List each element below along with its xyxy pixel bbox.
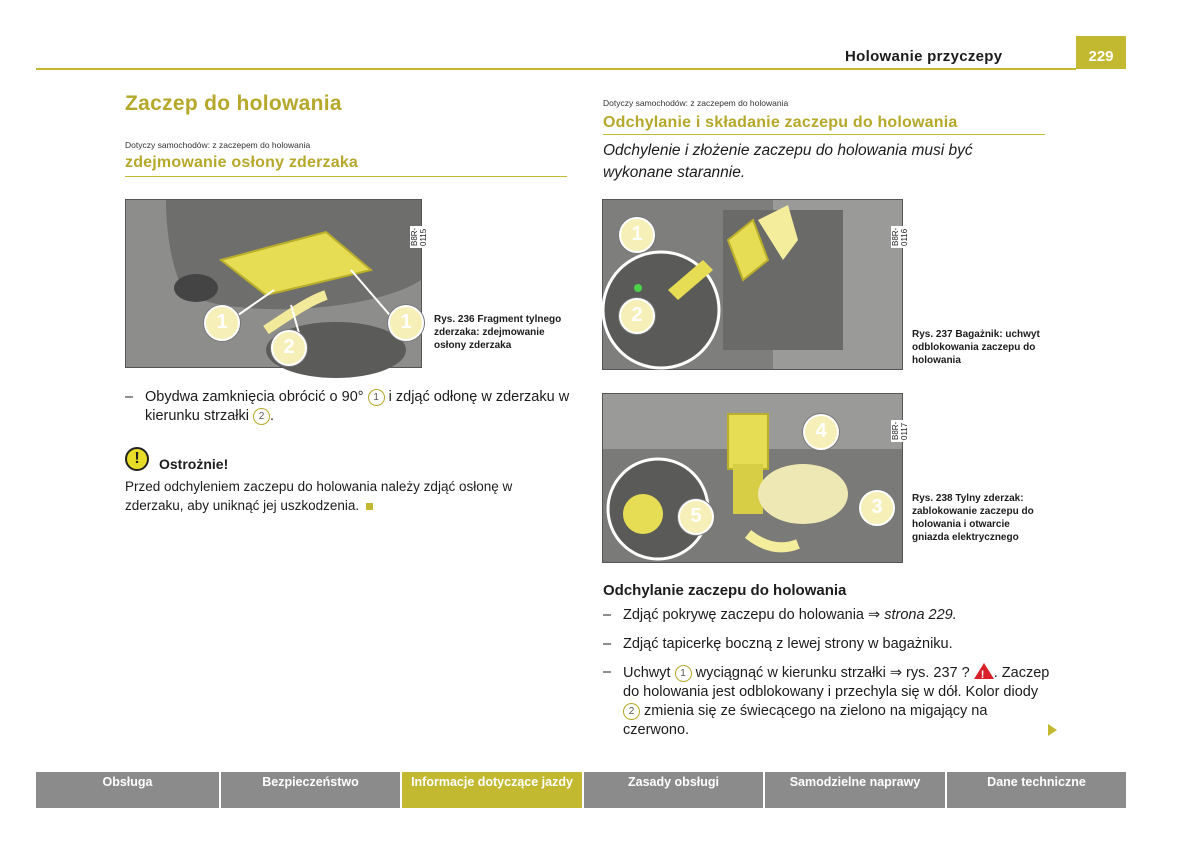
step-text-2: i zdjąć odłonę w zderzaku w kierunku strzałki (145, 389, 570, 424)
header-divider (36, 68, 1076, 70)
step-dash: – (603, 664, 612, 680)
step-remove-cover (125, 388, 575, 426)
ref-callout-2: 2 (623, 703, 640, 720)
step-text-end: . (269, 408, 275, 424)
callout-1: 1 (619, 217, 655, 253)
step-text-4: . Zaczep do holowania jest odblokowany i przechyla się w dół. Kolor diody (623, 665, 1050, 700)
callout-1-left: 1 (204, 305, 240, 341)
step-text: Zdjąć pokrywę zaczepu do holowania ⇒ (623, 607, 881, 623)
intro-text: Odchylenie i złożenie zaczepu do holowania musi być wykonane starannie. (603, 142, 973, 181)
figure-trunk-handle (602, 199, 909, 370)
page-link[interactable]: strona 229. (884, 607, 957, 623)
figure-code: B8R-0117 (891, 421, 909, 440)
figure-236-caption: Rys. 236 Fragment tylnego zderzaka: zdejmowanie osłony zderzaka (434, 314, 562, 351)
step-text-3: ? (961, 665, 970, 681)
step-text-2[interactable]: wyciągnąć w kierunku strzałki ⇒ rys. 237 (695, 665, 958, 681)
applies-to-note-right: Dotyczy samochodów: z zaczepem do holowania (603, 98, 789, 108)
callout-4: 4 (803, 414, 839, 450)
step-dash: – (603, 636, 612, 652)
step-text-5: zmienia się ze świecącego na zielono na migający na czerwono. (623, 703, 988, 738)
figure-code: B8R-0116 (891, 227, 909, 246)
ref-callout-2: 2 (253, 408, 270, 425)
step-item (603, 663, 1053, 740)
step-text: Zdjąć tapicerkę boczną z lewej strony w bagażniku. (623, 636, 953, 652)
ref-callout-1: 1 (368, 389, 385, 406)
ref-callout-1: 1 (675, 665, 692, 682)
right-title: Odchylanie i składanie zaczepu do holowania (603, 114, 958, 131)
nav-tab-obsluga[interactable]: Obsługa (36, 772, 219, 808)
applies-to-note: Dotyczy samochodów: z zaczepem do holowania (125, 140, 311, 150)
warning-icon (974, 663, 994, 679)
callout-2: 2 (619, 298, 655, 334)
figure-tow-hook (602, 393, 909, 563)
step-item (603, 635, 1053, 654)
figure-238-caption: Rys. 238 Tylny zderzak: zablokowanie zaczepu do holowania i otwarcie gniazda elektrycznego (912, 493, 1034, 543)
continue-arrow-icon[interactable] (1048, 724, 1057, 736)
caution-icon: ! (125, 447, 149, 471)
subtitle-rule (125, 176, 567, 177)
step-dash: – (603, 607, 612, 623)
nav-tab-zasady-obslugi[interactable]: Zasady obsługi (584, 772, 763, 808)
section-title: Holowanie przyczepy (845, 48, 1003, 65)
callout-3: 3 (859, 490, 895, 526)
caution-text: Przed odchyleniem zaczepu do holowania należy zdjąć osłonę w zderzaku, aby uniknąć jej uszkodzenia. (125, 479, 513, 513)
nav-tab-informacje-jazdy[interactable]: Informacje dotyczące jazdy (402, 772, 582, 808)
nav-tab-bezpieczenstwo[interactable]: Bezpieczeństwo (221, 772, 400, 808)
page-title: Zaczep do holowania (125, 92, 342, 115)
step-text-1: Uchwyt (623, 665, 671, 681)
figure-bumper-cover (125, 199, 428, 368)
caution-title: Ostrożnie! (159, 456, 229, 472)
step-item (603, 606, 1053, 625)
section-subtitle: zdejmowanie osłony zderzaka (125, 154, 359, 171)
callout-2: 2 (271, 330, 307, 366)
callout-5: 5 (678, 499, 714, 535)
warning-icon-glyph: ! (980, 669, 985, 681)
step-dash: – (125, 389, 134, 405)
caution-text-block (125, 477, 555, 515)
nav-tab-samodzielne-naprawy[interactable]: Samodzielne naprawy (765, 772, 945, 808)
callout-1-right: 1 (388, 305, 424, 341)
nav-tab-dane-techniczne[interactable]: Dane techniczne (947, 772, 1126, 808)
tow-hook-illustration (603, 394, 902, 562)
figure-code: B8R-0115 (410, 227, 428, 246)
step-text-1: Obydwa zamknięcia obrócić o 90° (145, 389, 364, 405)
right-title-rule (603, 134, 1045, 135)
figure-237-caption: Rys. 237 Bagażnik: uchwyt odblokowania zaczepu do holowania (912, 329, 1040, 366)
end-marker-icon (366, 503, 373, 510)
page-number: 229 (1076, 36, 1126, 69)
subheading: Odchylanie zaczepu do holowania (603, 582, 847, 599)
